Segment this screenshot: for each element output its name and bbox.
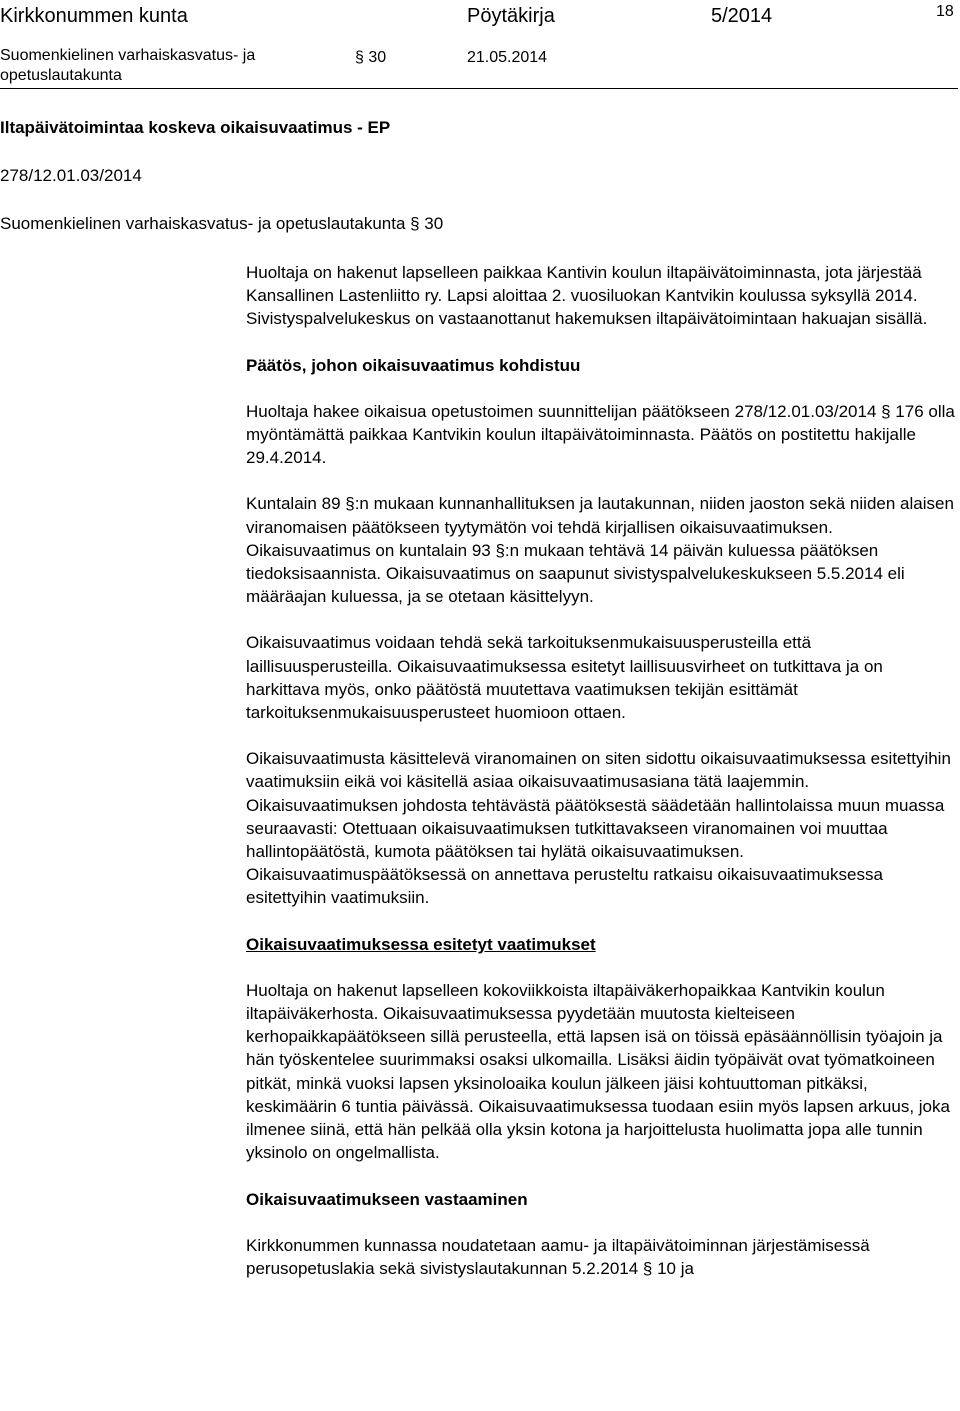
page-title: Iltapäivätoimintaa koskeva oikaisuvaatimus - EP — [0, 118, 391, 137]
paragraph-grounds: Oikaisuvaatimus voidaan tehdä sekä tarkoituksenmukaisuusperusteilla että laillisuusperusteilla. Oikaisuvaatimuksessa esitetyt laillisuusvirheet on tutkittava ja on harkittava myös, onko päätöstä muutettava vaatimuksen tekijän esittämät tarkoituksenmukaisuusperusteet huomioon ottaen. — [246, 633, 883, 723]
header-section: § 30 — [355, 49, 387, 66]
paragraph-response: Kirkkonummen kunnassa noudatetaan aamu- ja iltapäivätoiminnan järjestämisessä perusopetuslakia sekä sivistyslautakunnan 5.2.2014 § 10 ja — [246, 1235, 870, 1278]
paragraph-demands: Huoltaja on hakenut lapselleen kokoviikkoista iltapäiväkerhopaikkaa Kantvikin koulun iltapäiväkerhosta. Oikaisuvaatimuksessa pyydetään muutosta kielteiseen kerhopaikkapäätökseen sillä perusteella, että lapsen isä on töissä epäsäännöllisin työajoin ja hän työskentelee suurimmaksi osaksi ulkomailla. Lisäksi äidin työpäivät ovat työmatkoineen pitkät, minkä vuoksi lapsen yksinoloaika koulun jälkeen jäisi kohtuuttoman pitkäksi, keskimäärin 6 tuntia päivässä. Oikaisuvaatimuksessa tuodaan esiin myös lapsen arkuus, joka ilmenee siinä, että hän pelkää olla yksin kotona ja harjoittelusta huolimatta jopa alle tunnin yksinolo on ongelmallista. — [246, 980, 950, 1163]
header-doc-number: 5/2014 — [711, 5, 773, 27]
header-committee-line2: opetuslautakunta — [0, 67, 122, 84]
paragraph-authority: Oikaisuvaatimusta käsittelevä viranomainen on siten sidottu oikaisuvaatimuksessa esitettyihin vaatimuksiin eikä voi käsitellä asiaa oikaisuvaatimusasiana tätä laajemmin. Oikaisuvaatimuksen johdosta tehtävästä päätöksestä säädetään hallintolaissa muun muassa seuraavasti: Otettuaan oikaisuvaatimuksen tutkittavakseen viranomainen voi muuttaa hallintopäätöstä, kumota päätöksen tai hylätä oikaisuvaatimuksen. Oikaisuvaatimuspäätöksessä on annettava perusteltu ratkaisu oikaisuvaatimuksessa esitettyihin vaatimuksiin. — [246, 749, 951, 908]
committee-section: Suomenkielinen varhaiskasvatus- ja opetuslautakunta § 30 — [0, 214, 444, 233]
paragraph-application: Huoltaja on hakenut lapselleen paikkaa Kantivin koulun iltapäivätoiminnasta, jota järjestää Kansallinen Lastenliitto ry. Lapsi aloittaa 2. vuosiluokan Kantvikin koulussa syksyllä 2014. Sivistyspalvelukeskus on vastaanottanut hakemuksen iltapäivätoimintaan hakuajan sisällä. — [246, 263, 928, 329]
heading-decision: Päätös, johon oikaisuvaatimus kohdistuu — [246, 355, 581, 375]
header-committee-line1: Suomenkielinen varhaiskasvatus- ja — [0, 47, 256, 64]
header-section-number: 30 — [368, 49, 387, 66]
document-body — [246, 261, 958, 1303]
diary-number: 278/12.01.03/2014 — [0, 166, 142, 185]
header-date: 21.05.2014 — [467, 49, 548, 66]
header-page-number: 18 — [936, 3, 954, 20]
paragraph-municipal-law: Kuntalain 89 §:n mukaan kunnanhallituksen ja lautakunnan, niiden jaoston sekä niiden alaisen viranomaisen päätökseen tyytymätön voi tehdä kirjallisen oikaisuvaatimuksen. Oikaisuvaatimus on kuntalain 93 §:n mukaan tehtävä 14 päivän kuluessa päätöksen tiedoksisaannista. Oikaisuvaatimus on saapunut sivistyspalvelukeskukseen 5.5.2014 eli määräajan kuluessa, ja se otetaan käsittelyyn. — [246, 494, 954, 607]
heading-demands: Oikaisuvaatimuksessa esitetyt vaatimukset — [246, 934, 596, 954]
header-municipality: Kirkkonummen kunta — [0, 5, 188, 27]
heading-response: Oikaisuvaatimukseen vastaaminen — [246, 1189, 528, 1209]
header-doc-type: Pöytäkirja — [467, 5, 555, 27]
paragraph-decision: Huoltaja hakee oikaisua opetustoimen suunnittelijan päätökseen 278/12.01.03/2014 § 176 olla myöntämättä paikkaa Kantvikin koulun iltapäivätoiminnasta. Päätös on postitettu hakijalle 29.4.2014. — [246, 401, 955, 468]
header-divider — [0, 88, 958, 89]
